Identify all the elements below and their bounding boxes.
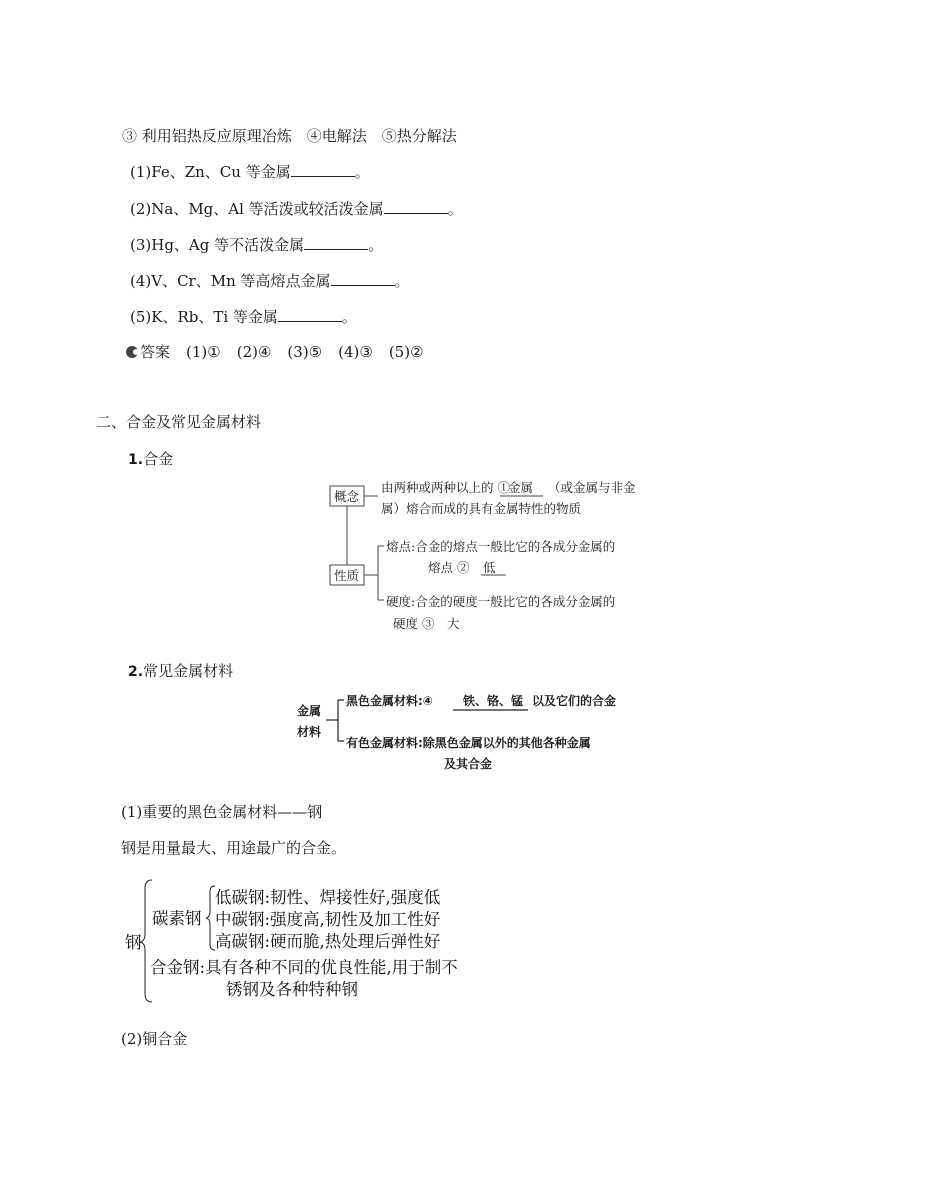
question-text: (3)Hg、Ag 等不活泼金属 bbox=[130, 236, 305, 254]
question-end: 。 bbox=[394, 272, 410, 290]
subsection-materials bbox=[128, 661, 233, 682]
section-title: 二、合金及常见金属材料 bbox=[96, 413, 262, 431]
question-5 bbox=[130, 307, 357, 327]
hardness-line1: 硬度:合金的硬度一般比它的各成分金属的 bbox=[386, 594, 616, 609]
question-end: 。 bbox=[354, 163, 370, 181]
question-text: (1)Fe、Zn、Cu 等金属 bbox=[130, 163, 291, 181]
ferrous-prefix: 黑色金属材料:④ bbox=[346, 694, 433, 708]
concept-line1-prefix: 由两种或两种以上的 ① bbox=[381, 480, 510, 495]
concept-box: 概念 bbox=[334, 489, 360, 504]
carbon-steel-brace bbox=[206, 886, 215, 950]
question-text: (2)Na、Mg、Al 等活泼或较活泼金属 bbox=[130, 200, 384, 218]
nonferrous-line2: 及其合金 bbox=[444, 757, 493, 771]
methods-line: ③ 利用铝热反应原理冶炼 ④电解法 ⑤热分解法 bbox=[122, 127, 457, 145]
answer-blank bbox=[278, 307, 342, 322]
property-box: 性质 bbox=[334, 568, 360, 583]
answer-item: (3)⑤ bbox=[287, 343, 323, 361]
subsection-title: 常见金属材料 bbox=[143, 662, 234, 680]
ferrous-fill: 铁、铬、锰 bbox=[463, 694, 524, 708]
answer-label: 答案 bbox=[140, 343, 171, 361]
concept-line1-suffix: （或金属与非金 bbox=[548, 480, 636, 495]
steel-root: 钢 bbox=[125, 933, 142, 952]
answer-item: (5)② bbox=[388, 343, 424, 361]
metal-materials-diagram bbox=[292, 688, 652, 774]
steel-heading: (1)重要的黑色金属材料——钢 bbox=[121, 803, 323, 821]
answer-line bbox=[126, 342, 424, 362]
subsection-alloy bbox=[128, 449, 173, 470]
steel-brace bbox=[140, 880, 152, 1002]
question-text: (5)K、Rb、Ti 等金属 bbox=[130, 308, 278, 326]
hardness-fill: 大 bbox=[447, 616, 460, 631]
question-2 bbox=[130, 199, 463, 219]
question-end: 。 bbox=[368, 236, 384, 254]
melting-point-line2: 熔点 ② bbox=[428, 560, 470, 575]
question-text: (4)V、Cr、Mn 等高熔点金属 bbox=[130, 272, 331, 290]
low-carbon-steel: 低碳钢:韧性、焊接性好,强度低 bbox=[215, 888, 441, 907]
alloy-steel-line1: 合金钢:具有各种不同的优良性能,用于制不 bbox=[150, 958, 458, 977]
steel-diagram bbox=[118, 876, 518, 1008]
subsection-number: 1. bbox=[128, 452, 144, 468]
ferrous-suffix: 以及它们的合金 bbox=[532, 694, 617, 708]
question-1 bbox=[130, 162, 370, 182]
steel-description: 钢是用量最大、用途最广的合金。 bbox=[121, 839, 347, 857]
subsection-number: 2. bbox=[128, 664, 144, 680]
nonferrous-line1: 有色金属材料:除黑色金属以外的其他各种金属 bbox=[346, 736, 591, 750]
metal-materials-root-2: 材料 bbox=[297, 725, 322, 739]
question-3 bbox=[130, 235, 383, 255]
medium-carbon-steel: 中碳钢:强度高,韧性及加工性好 bbox=[215, 910, 441, 929]
answer-blank bbox=[384, 199, 448, 214]
question-end: 。 bbox=[447, 200, 463, 218]
melting-point-fill: 低 bbox=[483, 560, 496, 575]
melting-point-line1: 熔点:合金的熔点一般比它的各成分金属的 bbox=[386, 539, 616, 554]
alloy-steel-line2: 锈钢及各种特种钢 bbox=[226, 980, 358, 999]
concept-fill: 金属 bbox=[508, 480, 534, 495]
answer-item: (1)① bbox=[186, 343, 221, 361]
metal-materials-root-1: 金属 bbox=[297, 704, 322, 718]
answer-item: (4)③ bbox=[338, 343, 373, 361]
answer-blank bbox=[304, 235, 368, 250]
high-carbon-steel: 高碳钢:硬而脆,热处理后弹性好 bbox=[215, 932, 441, 951]
carbon-steel: 碳素钢 bbox=[152, 909, 202, 928]
answer-blank bbox=[331, 271, 395, 286]
question-end: 。 bbox=[341, 308, 357, 326]
answer-item: (2)④ bbox=[236, 343, 272, 361]
answer-icon bbox=[126, 346, 138, 358]
concept-line2: 属）熔合而成的具有金属特性的物质 bbox=[381, 501, 582, 516]
question-4 bbox=[130, 271, 410, 291]
hardness-line2: 硬度 ③ bbox=[393, 616, 435, 631]
answer-blank bbox=[291, 162, 355, 177]
copper-heading: (2)铜合金 bbox=[121, 1030, 188, 1048]
alloy-diagram bbox=[320, 476, 665, 636]
subsection-title: 合金 bbox=[143, 450, 174, 468]
